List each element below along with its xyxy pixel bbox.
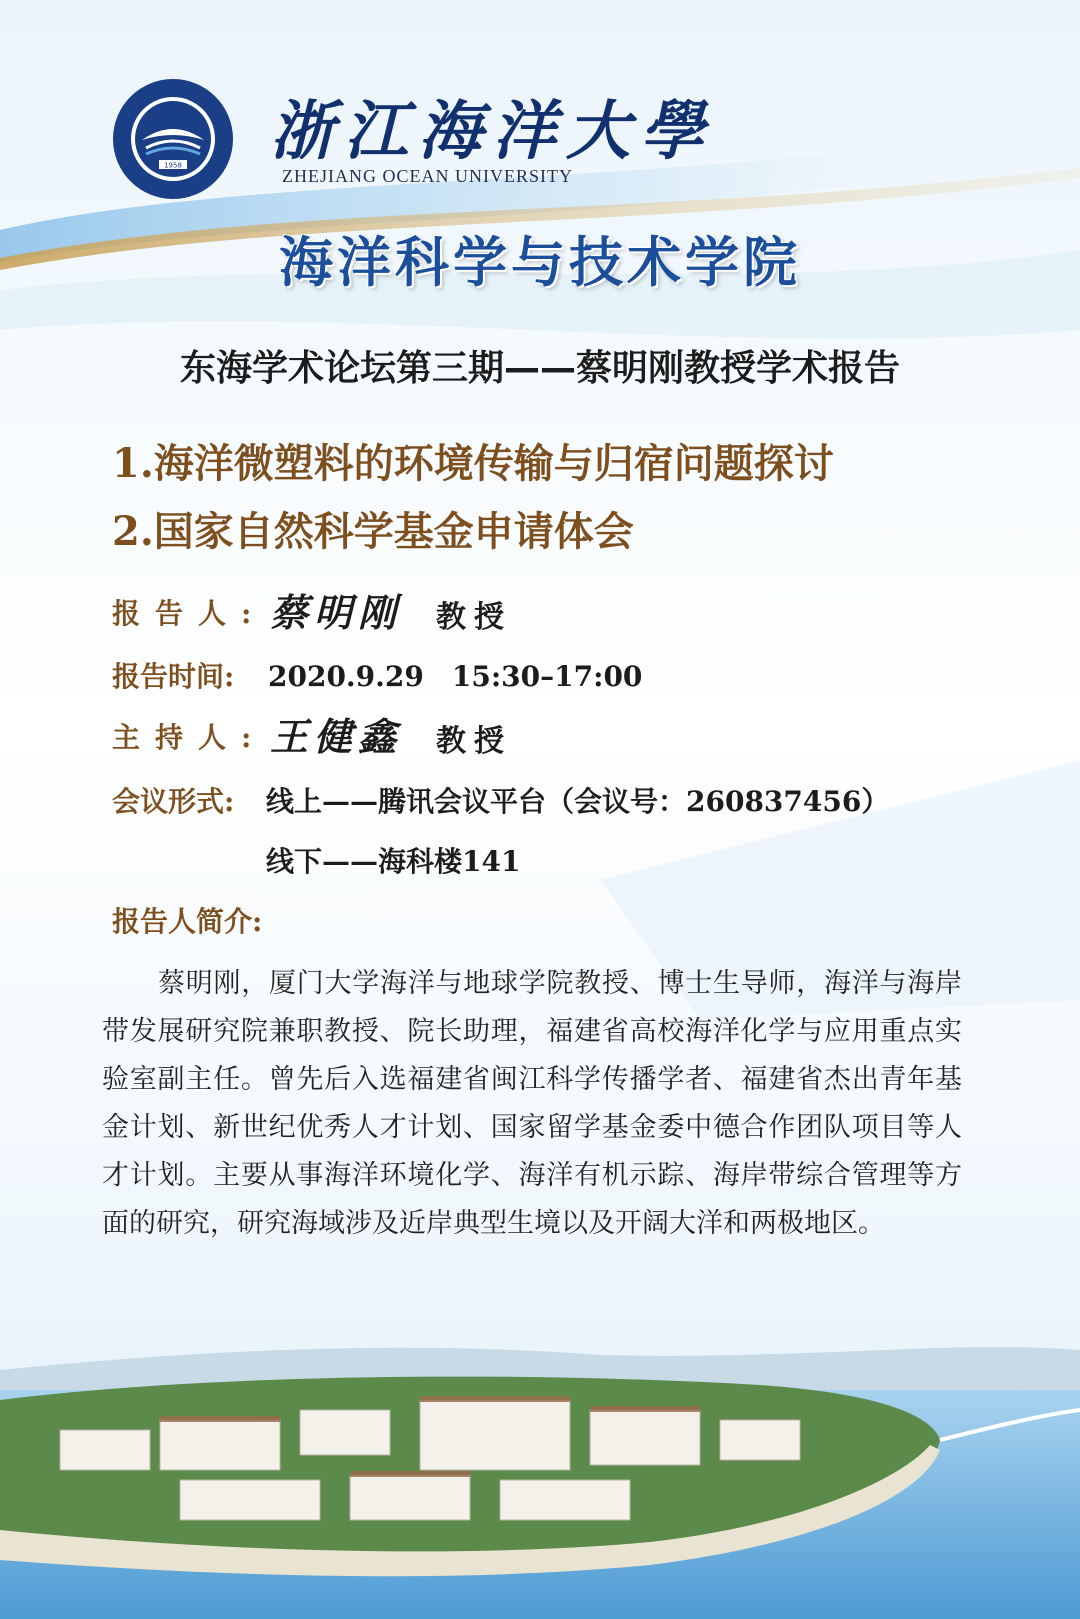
campus-photo: [0, 1280, 1080, 1619]
bio-label: 报告人简介:: [112, 905, 263, 938]
university-logo: [112, 78, 234, 200]
topic-2: 2.国家自然科学基金申请体会: [112, 508, 634, 555]
host-label: 主持人:: [112, 721, 267, 754]
forum-title: 东海学术论坛第三期——蔡明刚教授学术报告: [179, 348, 900, 389]
host-name: 王健鑫: [270, 714, 403, 759]
university-name-cn: 浙江海洋大學: [270, 94, 714, 169]
speaker-label: 报告人:: [112, 597, 267, 630]
format-online: 线上——腾讯会议平台（会议号：260837456）: [266, 785, 890, 818]
host-title: 教授: [436, 724, 512, 759]
speaker-title: 教授: [436, 600, 512, 635]
time-value: 2020.9.29 15:30–17:00: [268, 660, 643, 693]
university-name-en: ZHEJIANG OCEAN UNIVERSITY: [282, 166, 573, 186]
logo-year: 1958: [164, 161, 182, 170]
topic-1: 1.海洋微塑料的环境传输与归宿问题探讨: [112, 440, 834, 487]
bio-text: 蔡明刚，厦门大学海洋与地球学院教授、博士生导师，海洋与海岸带发展研究院兼职教授、院长助理，福建省高校海洋化学与应用重点实验室副主任。曾先后入选福建省闽江科学传播学者、福建省杰出青年基金计划、新世纪优秀人才计划、国家留学基金委中德合作团队项目等人才计划。主要从事海洋环境化学、海洋有机示踪、海岸带综合管理等方面的研究，研究海域涉及近岸典型生境以及开阔大洋和两极地区。: [102, 968, 962, 1239]
college-name: 海洋科学与技术学院: [279, 230, 801, 294]
time-label: 报告时间:: [112, 660, 235, 693]
speaker-name: 蔡明刚: [270, 590, 403, 635]
format-offline: 线下——海科楼141: [266, 845, 521, 878]
format-label: 会议形式:: [112, 785, 235, 818]
